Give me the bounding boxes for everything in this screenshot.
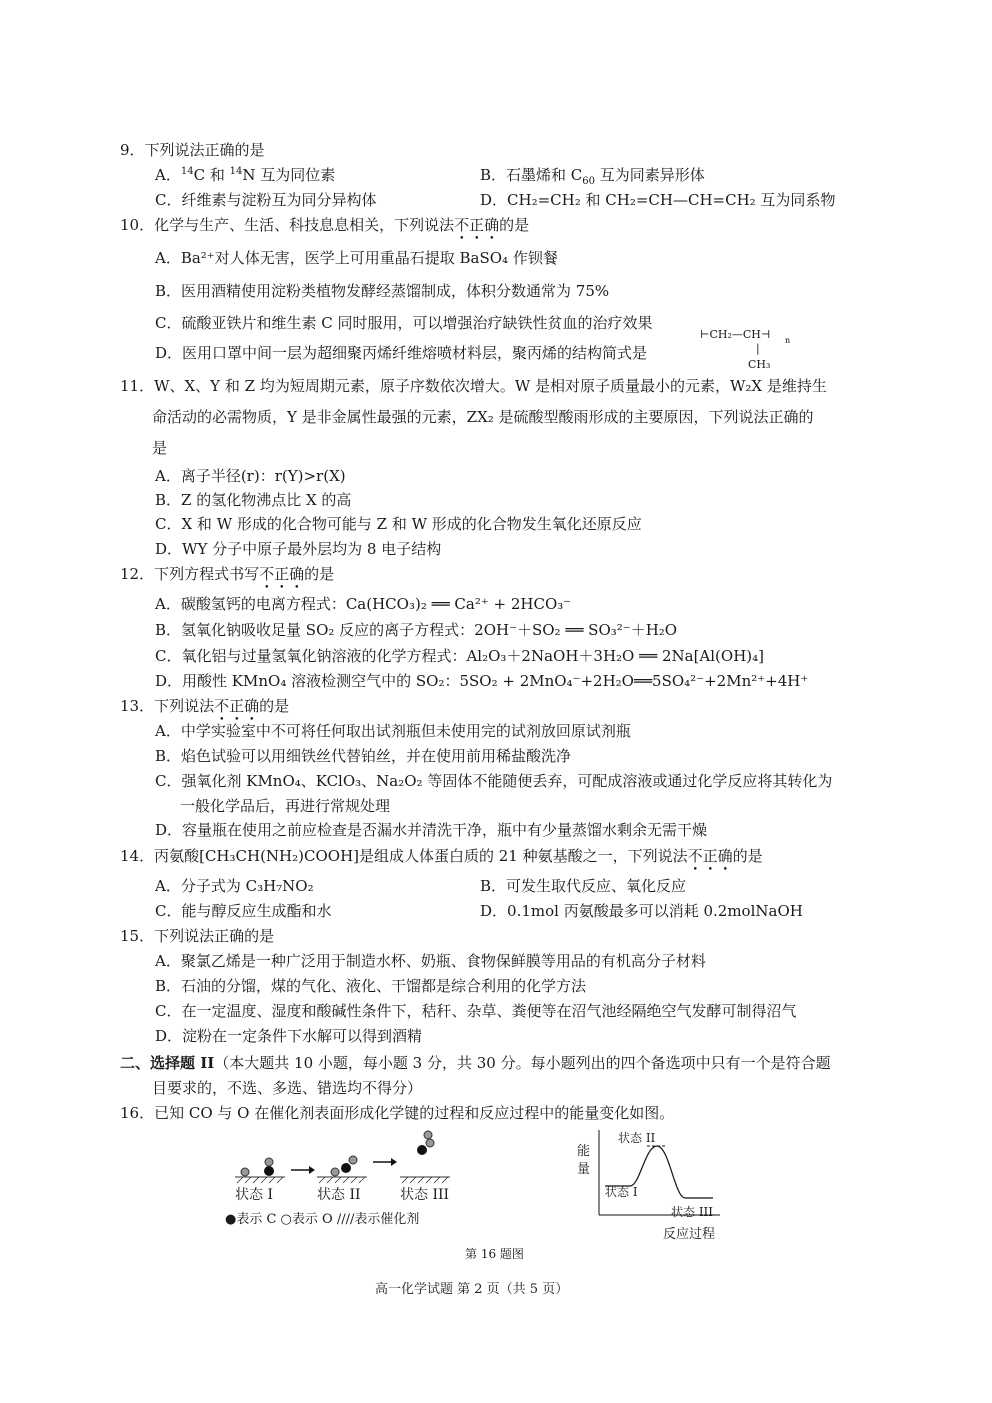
figure-caption: 第 16 题图 <box>465 1247 524 1261</box>
y-axis-label-2: 量 <box>577 1162 591 1177</box>
q11-option-b: B．Z 的氢化物沸点比 X 的高 <box>155 491 352 509</box>
x-axis-label: 反应过程 <box>663 1227 716 1242</box>
q10-option-d: D．医用口罩中间一层为超细聚丙烯纤维熔喷材料层，聚丙烯的结构简式是 <box>155 344 648 362</box>
section-2-heading: 二、选择题 II（本大题共 10 小题，每小题 3 分，共 30 分。每小题列出的四个备选项中只有一个是符合题 <box>120 1054 831 1072</box>
q12-option-b: B．氢氧化钠吸收足量 SO₂ 反应的离子方程式：2OH⁻＋SO₂ ══ SO₃²⁻＋H₂O <box>155 621 678 639</box>
chart-state-2-label: 状态 II <box>618 1131 656 1145</box>
q11-line-1: 11．W、X、Y 和 Z 均为短周期元素，原子序数依次增大。W 是相对原子质量最小的元素，W₂X 是维持生 <box>120 377 827 395</box>
q14-option-c: C．能与醇反应生成酯和水 <box>155 902 332 920</box>
q12-option-d: D．用酸性 KMnO₄ 溶液检测空气中的 SO₂：5SO₂ + 2MnO₄⁻+2H₂O══5SO₄²⁻+2Mn²⁺+4H⁺ <box>155 672 809 690</box>
q9-option-b: B．石墨烯和 $C_{60}$ 互为同素异形体 <box>480 166 705 187</box>
q13-option-a: A．中学实验室中不可将任何取出试剂瓶但未使用完的试剂放回原试剂瓶 <box>155 722 631 740</box>
q16-stem: 16．已知 CO 与 O 在催化剂表面形成化学键的过程和反应过程中的能量变化如图。 <box>120 1104 675 1122</box>
q15-option-d: D．淀粉在一定条件下水解可以得到酒精 <box>155 1027 423 1045</box>
figure-legend: ●表示 C ○表示 O ////表示催化剂 <box>225 1212 420 1227</box>
state-1-label: 状态 I <box>235 1187 273 1203</box>
q11-option-d: D．WY 分子中原子最外层均为 8 电子结构 <box>155 540 442 558</box>
section-2-desc-line2: 目要求的，不选、多选、错选均不得分） <box>152 1079 423 1097</box>
q12-option-a: A．碳酸氢钙的电离方程式：Ca(HCO₃)₂ ══ Ca²⁺ + 2HCO₃⁻ <box>155 595 572 613</box>
q16-figure <box>225 1130 745 1245</box>
q14-option-b: B．可发生取代反应、氧化反应 <box>480 877 687 895</box>
q13-option-c-line1: C．强氧化剂 KMnO₄、KClO₃、Na₂O₂ 等固体不能随便丢弃，可配成溶液或通过化学反应将其转化为 <box>155 772 833 790</box>
y-axis-label-1: 能 <box>577 1144 591 1159</box>
q11-option-c: C．X 和 W 形成的化合物可能与 Z 和 W 形成的化合物发生氧化还原反应 <box>155 515 642 533</box>
q14-option-d: D．0.1mol 丙氨酸最多可以消耗 0.2molNaOH <box>480 902 803 920</box>
page-footer: 高一化学试题 第 2 页（共 5 页） <box>375 1282 569 1297</box>
q11-line-2: 命活动的必需物质，Y 是非金属性最强的元素，ZX₂ 是硫酸型酸雨形成的主要原因，下列说法正确的 <box>152 408 814 426</box>
q15-option-a: A．聚氯乙烯是一种广泛用于制造水杯、奶瓶、食物保鲜膜等用品的有机高分子材料 <box>155 952 706 970</box>
q12-stem: 12．下列方程式书写不正确的是 <box>120 565 335 583</box>
q11-option-a: A．离子半径(r)：r(Y)>r(X) <box>155 467 346 485</box>
q10-stem: 10．化学与生产、生活、科技息息相关，下列说法不正确的是 <box>120 216 530 234</box>
q10-option-b: B．医用酒精使用淀粉类植物发酵经蒸馏制成，体积分数通常为 75% <box>155 282 610 300</box>
state-3-label: 状态 III <box>400 1187 450 1203</box>
q9-option-c: C．纤维素与淀粉互为同分异构体 <box>155 191 377 209</box>
state-2-label: 状态 II <box>317 1187 361 1203</box>
q9-stem: 9．下列说法正确的是 <box>120 141 265 159</box>
q15-option-b: B．石油的分馏，煤的气化、液化、干馏都是综合利用的化学方法 <box>155 977 587 995</box>
q14-option-a: A．分子式为 C₃H₇NO₂ <box>155 877 314 895</box>
q10-option-c: C．硫酸亚铁片和维生素 C 同时服用，可以增强治疗缺铁性贫血的治疗效果 <box>155 314 653 332</box>
q13-option-d: D．容量瓶在使用之前应检查是否漏水并清洗干净，瓶中有少量蒸馏水剩余无需干燥 <box>155 821 708 839</box>
q15-stem: 15．下列说法正确的是 <box>120 927 275 945</box>
q15-option-c: C．在一定温度、湿度和酸碱性条件下，秸秆、杂草、粪便等在沼气池经隔绝空气发酵可制得沼气 <box>155 1002 797 1020</box>
q13-stem: 13．下列说法不正确的是 <box>120 697 290 715</box>
q11-line-3: 是 <box>152 439 168 457</box>
q12-option-c: C．氧化铝与过量氢氧化钠溶液的化学方程式：Al₂O₃＋2NaOH＋3H₂O ══ 2Na[Al(OH)₄] <box>155 647 764 665</box>
q14-stem: 14．丙氨酸[CH₃CH(NH₂)COOH]是组成人体蛋白质的 21 种氨基酸之一，下列说法不正确的是 <box>120 847 763 865</box>
q13-option-c-line2: 一般化学品后，再进行常规处理 <box>180 797 391 815</box>
q9-option-d: D．CH₂=CH₂ 和 CH₂=CH—CH=CH₂ 互为同系物 <box>480 191 836 209</box>
chart-state-3-label: 状态 III <box>671 1205 714 1219</box>
q10-option-a: A．Ba²⁺对人体无害，医学上可用重晶石提取 BaSO₄ 作钡餐 <box>155 249 558 267</box>
q13-option-b: B．焰色试验可以用细铁丝代替铂丝，并在使用前用稀盐酸洗净 <box>155 747 572 765</box>
q9-option-a: A．$^{14}$C 和 $^{14}$N 互为同位素 <box>155 166 336 184</box>
polypropylene-structure: ⊢CH₂—CH⊣ n | CH₃ <box>700 328 791 371</box>
chart-state-1-label: 状态 I <box>605 1185 638 1199</box>
